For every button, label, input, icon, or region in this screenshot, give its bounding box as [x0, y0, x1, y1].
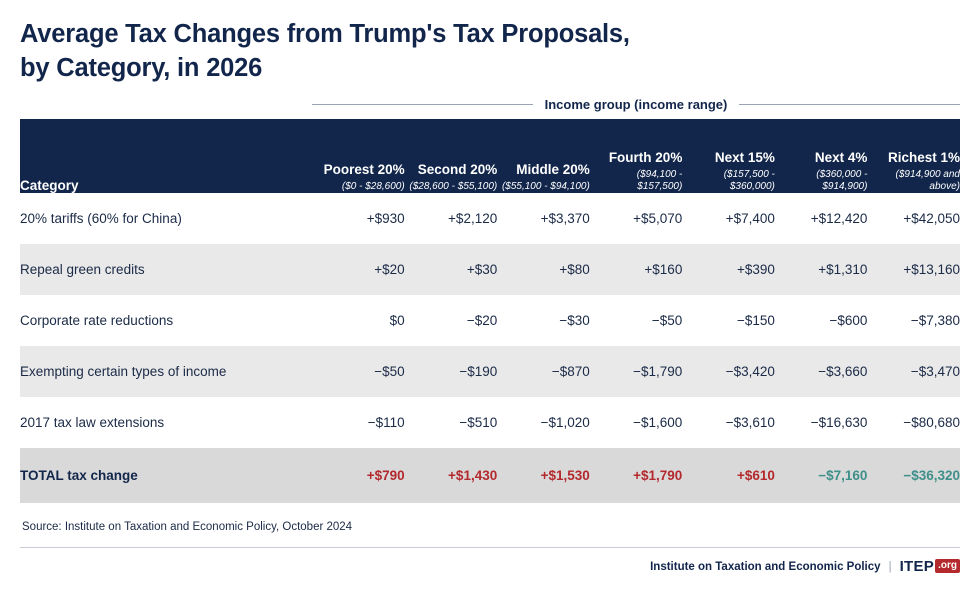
total-cell-value: −$36,320	[903, 468, 960, 484]
table-body	[20, 193, 960, 503]
cell-value: +$5,070	[633, 211, 683, 227]
cell-value: −$1,600	[633, 415, 683, 431]
column-header-category: Category	[20, 178, 79, 194]
column-header-middle-20	[497, 119, 590, 193]
total-cell-value: +$1,790	[633, 468, 683, 484]
table-row	[20, 346, 960, 397]
cell-value: −$7,380	[910, 313, 960, 329]
table-row	[20, 193, 960, 244]
cell-value: +$12,420	[810, 211, 868, 227]
row-label: 20% tariffs (60% for China)	[20, 211, 182, 227]
row-label: 2017 tax law extensions	[20, 415, 165, 431]
row-label: Repeal green credits	[20, 262, 145, 278]
income-group-header	[312, 95, 960, 113]
cell-value: +$13,160	[903, 262, 960, 278]
cell-value: +$42,050	[903, 211, 960, 227]
cell-value: −$3,470	[910, 364, 960, 380]
cell-value: +$3,370	[540, 211, 590, 227]
column-header-name: Next 15%	[714, 150, 775, 166]
column-header-range: ($157,500 - $360,000)	[723, 168, 775, 193]
footer-org-name: Institute on Taxation and Economic Policy	[650, 560, 881, 573]
cell-value: +$30	[466, 262, 498, 278]
cell-value: +$80	[559, 262, 590, 278]
table-row	[20, 244, 960, 295]
column-header-range: ($914,900 and above)	[895, 168, 960, 193]
cell-value: −$3,610	[725, 415, 775, 431]
column-header-name: Richest 1%	[887, 150, 960, 166]
total-cell-value: +$610	[736, 468, 775, 484]
cell-value: +$20	[374, 262, 405, 278]
column-header-next-4	[775, 119, 868, 193]
column-header-range: ($360,000 - $914,900)	[816, 168, 868, 193]
cell-value: +$2,120	[448, 211, 498, 227]
cell-value: −$50	[374, 364, 405, 380]
title-line-2: by Category, in 2026	[20, 53, 263, 82]
cell-value: −$110	[367, 415, 405, 431]
cell-value: −$600	[829, 313, 868, 329]
table-row	[20, 397, 960, 448]
tax-change-table	[20, 119, 960, 503]
total-cell-value: +$790	[366, 468, 405, 484]
page-title	[20, 18, 960, 85]
cell-value: −$190	[459, 364, 498, 380]
cell-value: $0	[389, 313, 405, 329]
table-head	[20, 119, 960, 193]
column-header-range: ($0 - $28,600)	[341, 181, 405, 193]
cell-value: +$7,400	[725, 211, 775, 227]
column-header-range: ($55,100 - $94,100)	[501, 181, 590, 193]
column-header-name: Poorest 20%	[323, 162, 405, 178]
column-header-name: Second 20%	[417, 162, 498, 178]
cell-value: +$1,310	[818, 262, 868, 278]
cell-value: +$160	[644, 262, 683, 278]
table-row	[20, 295, 960, 346]
cell-value: −$16,630	[810, 415, 868, 431]
cell-value: +$930	[366, 211, 405, 227]
table-header-row	[20, 119, 960, 193]
total-row-label: TOTAL tax change	[20, 468, 138, 484]
total-cell-value: −$7,160	[818, 468, 868, 484]
cell-value: −$30	[559, 313, 590, 329]
source-note: Source: Institute on Taxation and Economic Policy, October 2024	[22, 521, 353, 534]
cell-value: −$20	[466, 313, 498, 329]
column-header-range: ($94,100 - $157,500)	[636, 168, 683, 193]
cell-value: −$1,790	[633, 364, 683, 380]
cell-value: −$3,420	[725, 364, 775, 380]
income-group-label: Income group (income range)	[544, 96, 728, 112]
cell-value: −$50	[651, 313, 683, 329]
column-header-range: ($28,600 - $55,100)	[409, 181, 498, 193]
itep-logo: ITEP	[899, 558, 935, 576]
cell-value: +$390	[736, 262, 775, 278]
column-header-fourth-20	[590, 119, 683, 193]
footer	[20, 558, 960, 575]
footer-divider	[20, 547, 960, 548]
column-header-richest-1	[867, 119, 960, 193]
row-label: Corporate rate reductions	[20, 313, 174, 329]
column-header-poorest-20	[312, 119, 405, 193]
column-header-name: Next 4%	[814, 150, 868, 166]
cell-value: −$3,660	[818, 364, 868, 380]
column-header-name: Fourth 20%	[608, 150, 683, 166]
column-header-second-20	[405, 119, 498, 193]
column-header-name: Middle 20%	[516, 162, 590, 178]
cell-value: −$1,020	[540, 415, 590, 431]
title-line-1: Average Tax Changes from Trump's Tax Proposals,	[20, 20, 630, 48]
footer-separator: |	[888, 560, 892, 573]
cell-value: −$80,680	[903, 415, 960, 431]
cell-value: −$510	[459, 415, 498, 431]
cell-value: −$870	[551, 364, 590, 380]
cell-value: −$150	[736, 313, 775, 329]
total-cell-value: +$1,530	[540, 468, 590, 484]
table-row-total	[20, 448, 960, 503]
column-header-next-15	[682, 119, 775, 193]
row-label: Exempting certain types of income	[20, 364, 227, 380]
total-cell-value: +$1,430	[448, 468, 498, 484]
rule-left	[312, 104, 533, 105]
rule-right	[739, 104, 960, 105]
itep-logo-suffix: .org	[935, 559, 960, 573]
